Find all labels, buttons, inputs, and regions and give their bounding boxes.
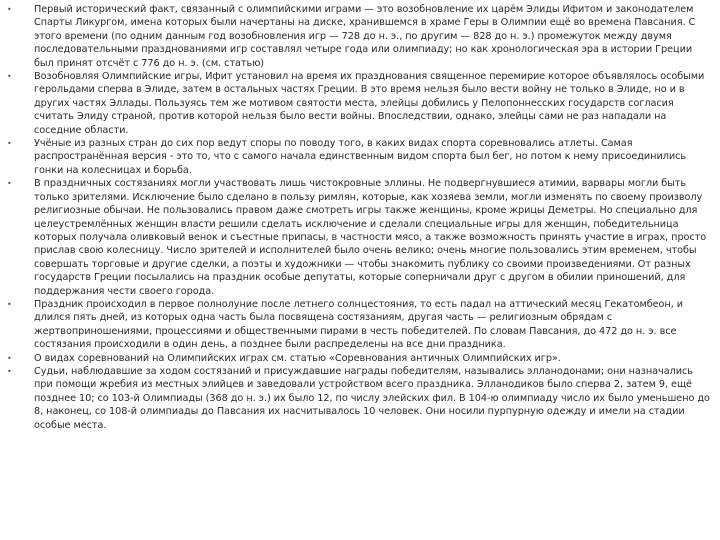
list-item bbox=[0, 137, 720, 177]
bullet-icon: • bbox=[7, 72, 12, 82]
list-item bbox=[0, 3, 720, 70]
paragraph-text: Первый исторический факт, связанный с олимпийскими играми — это возобновление их царём Элиды Ифитом и законодателем Спарты Ликургом, имена которых были начертаны на диске, хранившемся в храме Геры в Олимпии ещё во времена Павсания. С этого времени (по одним данным год возобновления игр — 728 до н. э., по другим — 828 до н. э.) промежуток между двумя последовательными празднованиями игр составлял четыре года или олимпиаду; но как хронологическая эра в истории Греции был принят отсчёт с 776 до н. э. (см. статью) bbox=[34, 4, 696, 69]
list-item bbox=[0, 298, 720, 352]
document-page bbox=[0, 3, 720, 432]
list-item bbox=[0, 177, 720, 298]
paragraph-text: Судьи, наблюдавшие за ходом состязаний и присуждавшие награды победителям, назывались элланодонами; они назначались при помощи жребия из местных элийцев и заведовали устройством всего праздника. Элланодиков было сперва 2, затем 9, ещё позднее 10; со 103-й Олимпиады (368 до н. э.) их было 12, по числу элейских фил. В 104-ю олимпиаду число их было уменьшено до 8, наконец, со 108-й олимпиады до Павсания их насчитывалось 10 человек. Они носили пурпурную одежду и имели на стадии особые места. bbox=[34, 365, 710, 431]
paragraph-text: Праздник происходил в первое полнолуние после летнего солнцестояния, то есть падал на аттический месяц Гекатомбеон, и длился пять дней, из которых одна часть была посвящена состязаниям, другая часть — религиозным обрядам с жертвоприношениями, процессиями и общественными пирами в честь победителей. По словам Павсания, до 472 до н. э. все состязания происходили в один день, а позднее были распределены на все дни праздника. bbox=[34, 298, 684, 351]
bullet-icon: • bbox=[7, 366, 12, 376]
paragraph-text: О видах соревнований на Олимпийских играх см. статью «Соревнования античных Олимпийских игр». bbox=[34, 352, 561, 364]
bullet-list bbox=[0, 3, 720, 432]
bullet-icon: • bbox=[7, 179, 12, 189]
bullet-icon: • bbox=[7, 353, 12, 363]
paragraph-text: В праздничных состязаниях могли участвовать лишь чистокровные эллины. Не подвергнувшиеся атимии, варвары могли быть только зрителями. Исключение было сделано в пользу римлян, которые, как хозяева земли, могли изменять по своему произволу религиозные обычаи. Не пользовались правом даже смотреть игры также женщины, кроме жрицы Деметры. Но специально для целеустремлённых женщин власти решили сделать исключение и сделали специальные игры для женщин, победительница которых получала оливковый венок и съестные припасы, в частности мясо, а также возможность принять участие в играх, просто прислав свою колесницу. Число зрителей и исполнителей было очень велико; очень многие пользовались этим временем, чтобы совершать торговые и другие сделки, а поэты и художники — чтобы знакомить публику со своими произведениями. От разных государств Греции посылались на праздник особые депутаты, которые соперничали друг с другом в обилии приношений, для поддержания чести своего города. bbox=[34, 178, 707, 297]
bullet-icon: • bbox=[7, 299, 12, 309]
bullet-icon: • bbox=[7, 5, 12, 14]
list-item bbox=[0, 365, 720, 432]
list-item bbox=[0, 352, 720, 365]
paragraph-text: Возобновляя Олимпийские игры, Ифит установил на время их празднования священное перемирие которое объявлялось особыми герольдами сперва в Элиде, затем в остальных частях Греции. В это время нельзя было вести войну не только в Элиде, но и в других частях Эллады. Пользуясь тем же мотивом святости места, элейцы добились у Пелопоннесских государств согласия считать Элиду страной, против которой нельзя было вести войны. Впоследствии, однако, элейцы сами не раз нападали на соседние области. bbox=[34, 71, 705, 136]
list-item bbox=[0, 70, 720, 137]
paragraph-text: Учёные из разных стран до сих пор ведут споры по поводу того, в каких видах спорта соревновались атлеты. Самая распространённая версия - это то, что с самого начала единственным видом спорта был бег, но потом к нему присоединились гонки на колесницах и борьба. bbox=[34, 138, 687, 176]
bullet-icon: • bbox=[7, 139, 12, 149]
